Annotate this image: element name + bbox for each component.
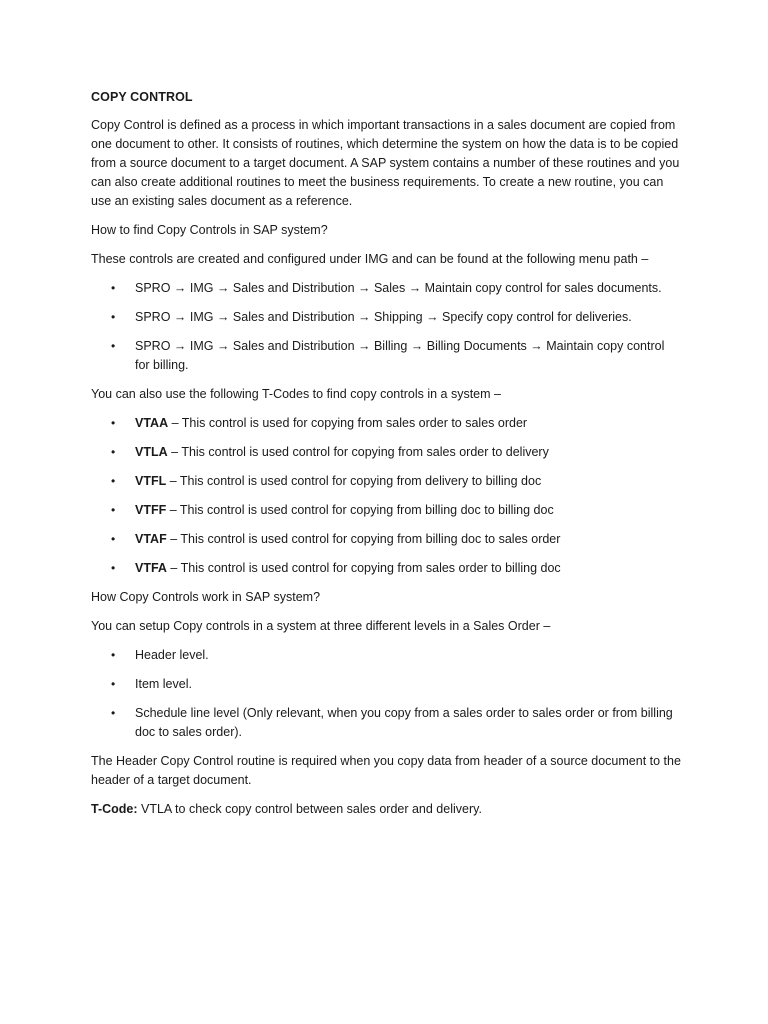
bullet-icon: •	[111, 677, 116, 691]
menu-path-text: SPRO → IMG → Sales and Distribution → Shipping → Specify copy control for deliveries.	[135, 310, 632, 324]
bullet-icon: •	[111, 648, 116, 662]
levels-intro: You can setup Copy controls in a system at three different levels in a Sales Order –	[91, 619, 551, 633]
bullet-icon: •	[111, 445, 116, 459]
level-text: Header level.	[135, 648, 209, 662]
bullet-icon: •	[111, 339, 116, 353]
question-find-copy-controls: How to find Copy Controls in SAP system?	[91, 223, 328, 237]
list-item	[91, 337, 681, 375]
question-how-copy-controls-work: How Copy Controls work in SAP system?	[91, 590, 321, 604]
list-item	[91, 501, 681, 520]
bullet-icon: •	[111, 503, 116, 517]
menu-path-list	[91, 279, 681, 375]
tcode-description: – This control is used control for copying from billing doc to billing doc	[166, 503, 554, 517]
tcode-list	[91, 414, 681, 578]
levels-list	[91, 646, 681, 742]
level-text: Item level.	[135, 677, 192, 691]
list-item	[91, 559, 681, 578]
tcode-name: VTAF	[135, 532, 167, 546]
tcode-name: VTFL	[135, 474, 167, 488]
list-item	[91, 530, 681, 549]
document-page	[91, 88, 681, 829]
bullet-icon: •	[111, 532, 116, 546]
bullet-icon: •	[111, 416, 116, 430]
bullet-icon: •	[111, 561, 116, 575]
intro-paragraph: Copy Control is defined as a process in which important transactions in a sales document are copied from one document to other. It consists of routines, which determine the system on how the data is to be copied from a source document to a target document. A SAP system contains a number of these routines and you can also create additional routines to meet the business requirements. To create a new routine, you can use an existing sales document as a reference.	[91, 118, 680, 208]
list-item	[91, 704, 681, 742]
menu-path-text: SPRO → IMG → Sales and Distribution → Sales → Maintain copy control for sales documents.	[135, 281, 662, 295]
bullet-icon: •	[111, 281, 116, 295]
bullet-icon: •	[111, 310, 116, 324]
bullet-icon: •	[111, 474, 116, 488]
tcode-example-text: VTLA to check copy control between sales order and delivery.	[137, 802, 482, 816]
menu-path-text: SPRO → IMG → Sales and Distribution → Billing → Billing Documents → Maintain copy control for billing.	[135, 339, 665, 372]
tcode-intro: You can also use the following T-Codes to find copy controls in a system –	[91, 387, 501, 401]
tcode-name: VTLA	[135, 445, 168, 459]
list-item	[91, 646, 681, 665]
tcode-description: – This control is used control for copying from delivery to billing doc	[166, 474, 542, 488]
tcode-description: – This control is used control for copying from sales order to delivery	[167, 445, 549, 459]
document-title: COPY CONTROL	[91, 90, 193, 104]
list-item	[91, 279, 681, 298]
tcode-name: VTAA	[135, 416, 169, 430]
tcode-name: VTFA	[135, 561, 167, 575]
tcode-example	[91, 800, 681, 819]
list-item	[91, 414, 681, 433]
list-item	[91, 443, 681, 462]
tcode-description: – This control is used for copying from sales order to sales order	[168, 416, 528, 430]
tcode-description: – This control is used control for copying from billing doc to sales order	[166, 532, 561, 546]
header-copy-control-note: The Header Copy Control routine is required when you copy data from header of a source document to the header of a target document.	[91, 754, 681, 787]
list-item	[91, 308, 681, 327]
level-text: Schedule line level (Only relevant, when you copy from a sales order to sales order or from billing doc to sales order).	[135, 706, 673, 739]
menu-path-intro: These controls are created and configured under IMG and can be found at the following menu path –	[91, 252, 649, 266]
tcode-description: – This control is used control for copying from sales order to billing doc	[166, 561, 561, 575]
tcode-label: T-Code:	[91, 802, 138, 816]
bullet-icon: •	[111, 706, 116, 720]
list-item	[91, 675, 681, 694]
list-item	[91, 472, 681, 491]
tcode-name: VTFF	[135, 503, 167, 517]
